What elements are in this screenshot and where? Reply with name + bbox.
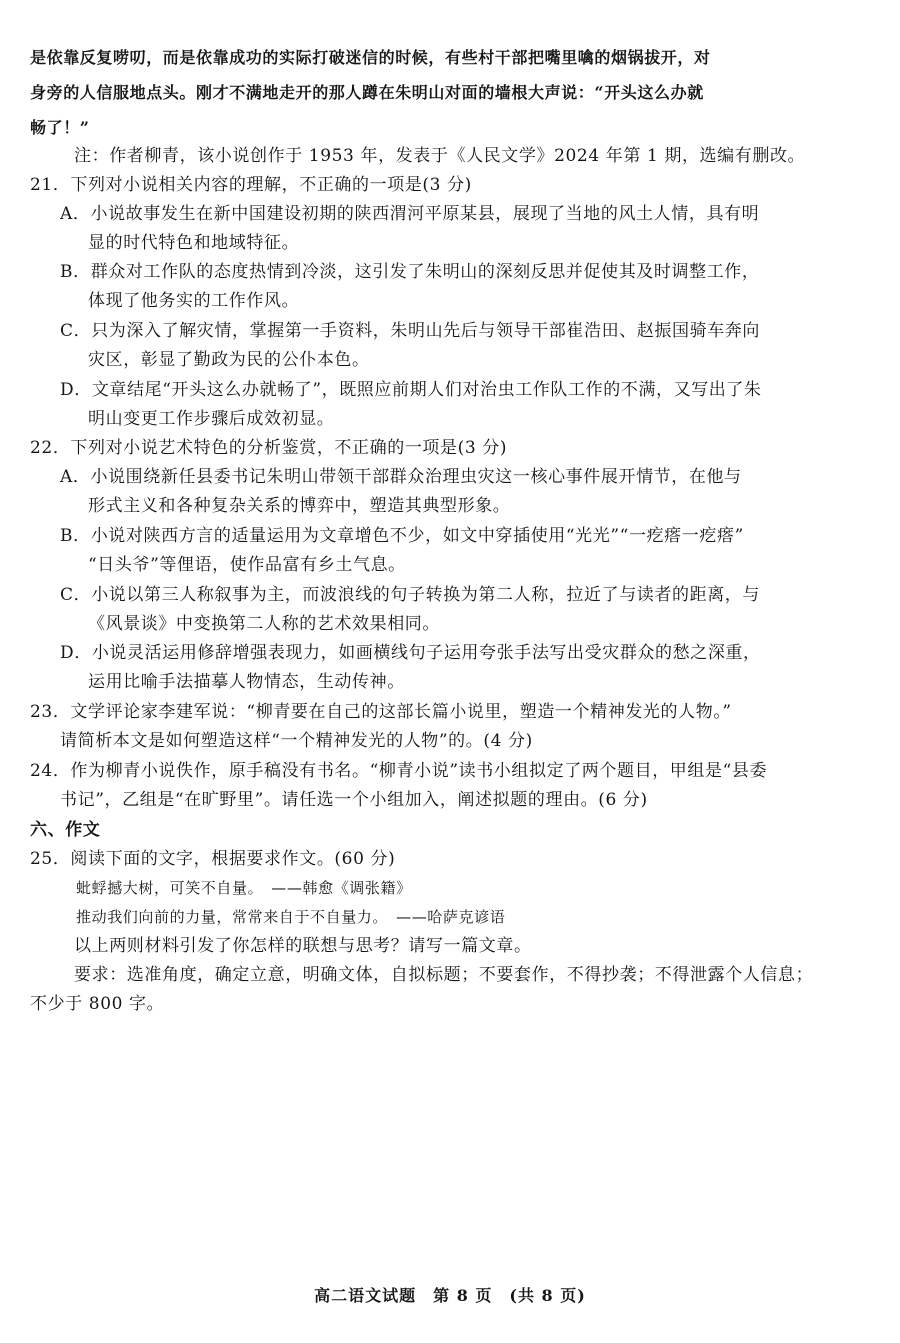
question-21-option-b: B．群众对工作队的态度热情到冷淡，这引发了朱明山的深刻反思并促使其及时调整工作， bbox=[60, 262, 760, 282]
writing-prompt: 以上两则材料引发了你怎样的联想与思考？请写一篇文章。 bbox=[74, 936, 532, 956]
question-25-stem: 25．阅读下面的文字，根据要求作文。(60 分) bbox=[30, 849, 396, 869]
passage-end-line-3: 畅了！” bbox=[30, 118, 90, 137]
question-22-option-a: A．小说围绕新任县委书记朱明山带领干部群众治理虫灾这一核心事件展开情节，在他与 bbox=[60, 467, 742, 487]
question-21-option-b-cont: 体现了他务实的工作作风。 bbox=[88, 291, 300, 311]
question-21-option-a: A．小说故事发生在新中国建设初期的陕西渭河平原某县，展现了当地的风土人情，具有明 bbox=[60, 204, 760, 224]
writing-requirements: 要求：选准角度，确定立意，明确文体，自拟标题；不要套作，不得抄袭；不得泄露个人信息； bbox=[74, 965, 814, 985]
question-21-option-a-cont: 显的时代特色和地域特征。 bbox=[88, 233, 300, 253]
question-22-option-d-cont: 运用比喻手法描摹人物情态，生动传神。 bbox=[88, 672, 405, 692]
question-23-line-1: 23．文学评论家李建军说：“柳青要在自己的这部长篇小说里，塑造一个精神发光的人物。” bbox=[30, 702, 732, 722]
question-22-option-c-cont: 《风景谈》中变换第二人称的艺术效果相同。 bbox=[88, 614, 440, 634]
passage-end-line-2: 身旁的人信服地点头。刚才不满地走开的那人蹲在朱明山对面的墙根大声说：“开头这么办就 bbox=[30, 83, 704, 102]
source-note: 注：作者柳青，该小说创作于 1953 年，发表于《人民文学》2024 年第 1 期，选编有删改。 bbox=[74, 146, 806, 166]
writing-requirements-cont: 不少于 800 字。 bbox=[30, 994, 165, 1014]
question-21-option-d: D．文章结尾“开头这么办就畅了”，既照应前期人们对治虫工作队工作的不满，又写出了朱 bbox=[60, 380, 762, 400]
page-footer: 高二语文试题 第 8 页 (共 8 页) bbox=[314, 1286, 586, 1305]
material-quote-2: 推动我们向前的力量，常常来自于不自量力。 ——哈萨克谚语 bbox=[76, 908, 506, 926]
question-21-stem: 21．下列对小说相关内容的理解，不正确的一项是(3 分) bbox=[30, 175, 472, 195]
question-22-option-c: C．小说以第三人称叙事为主，而波浪线的句子转换为第二人称，拉近了与读者的距离，与 bbox=[60, 585, 761, 605]
question-22-option-d: D．小说灵活运用修辞增强表现力，如画横线句子运用夸张手法写出受灾群众的愁之深重， bbox=[60, 643, 761, 663]
question-22-option-a-cont: 形式主义和各种复杂关系的博弈中，塑造其典型形象。 bbox=[88, 496, 511, 516]
passage-end-line-1: 是依靠反复唠叨，而是依靠成功的实际打破迷信的时候，有些村干部把嘴里噙的烟锅拔开，对 bbox=[30, 48, 711, 67]
material-quote-1: 蚍蜉撼大树，可笑不自量。 ——韩愈《调张籍》 bbox=[76, 879, 412, 897]
question-22-option-b: B．小说对陕西方言的适量运用为文章增色不少，如文中穿插使用“光光”“一疙瘩一疙瘩” bbox=[60, 526, 744, 546]
question-24-line-2: 书记”，乙组是“在旷野里”。请任选一个小组加入，阐述拟题的理由。(6 分) bbox=[60, 790, 648, 810]
question-21-option-c: C．只为深入了解灾情，掌握第一手资料，朱明山先后与领导干部崔浩田、赵振国骑车奔向 bbox=[60, 321, 761, 341]
section-six-heading: 六、作文 bbox=[30, 820, 101, 840]
question-21-option-d-cont: 明山变更工作步骤后成效初显。 bbox=[88, 409, 335, 429]
question-24-line-1: 24．作为柳青小说佚作，原手稿没有书名。“柳青小说”读书小组拟定了两个题目，甲组是“县委 bbox=[30, 761, 768, 781]
question-22-option-b-cont: “日头爷”等俚语，使作品富有乡土气息。 bbox=[88, 555, 406, 575]
question-21-option-c-cont: 灾区，彰显了勤政为民的公仆本色。 bbox=[88, 350, 370, 370]
question-22-stem: 22．下列对小说艺术特色的分析鉴赏，不正确的一项是(3 分) bbox=[30, 438, 508, 458]
question-23-line-2: 请简析本文是如何塑造这样“一个精神发光的人物”的。(4 分) bbox=[60, 731, 533, 751]
